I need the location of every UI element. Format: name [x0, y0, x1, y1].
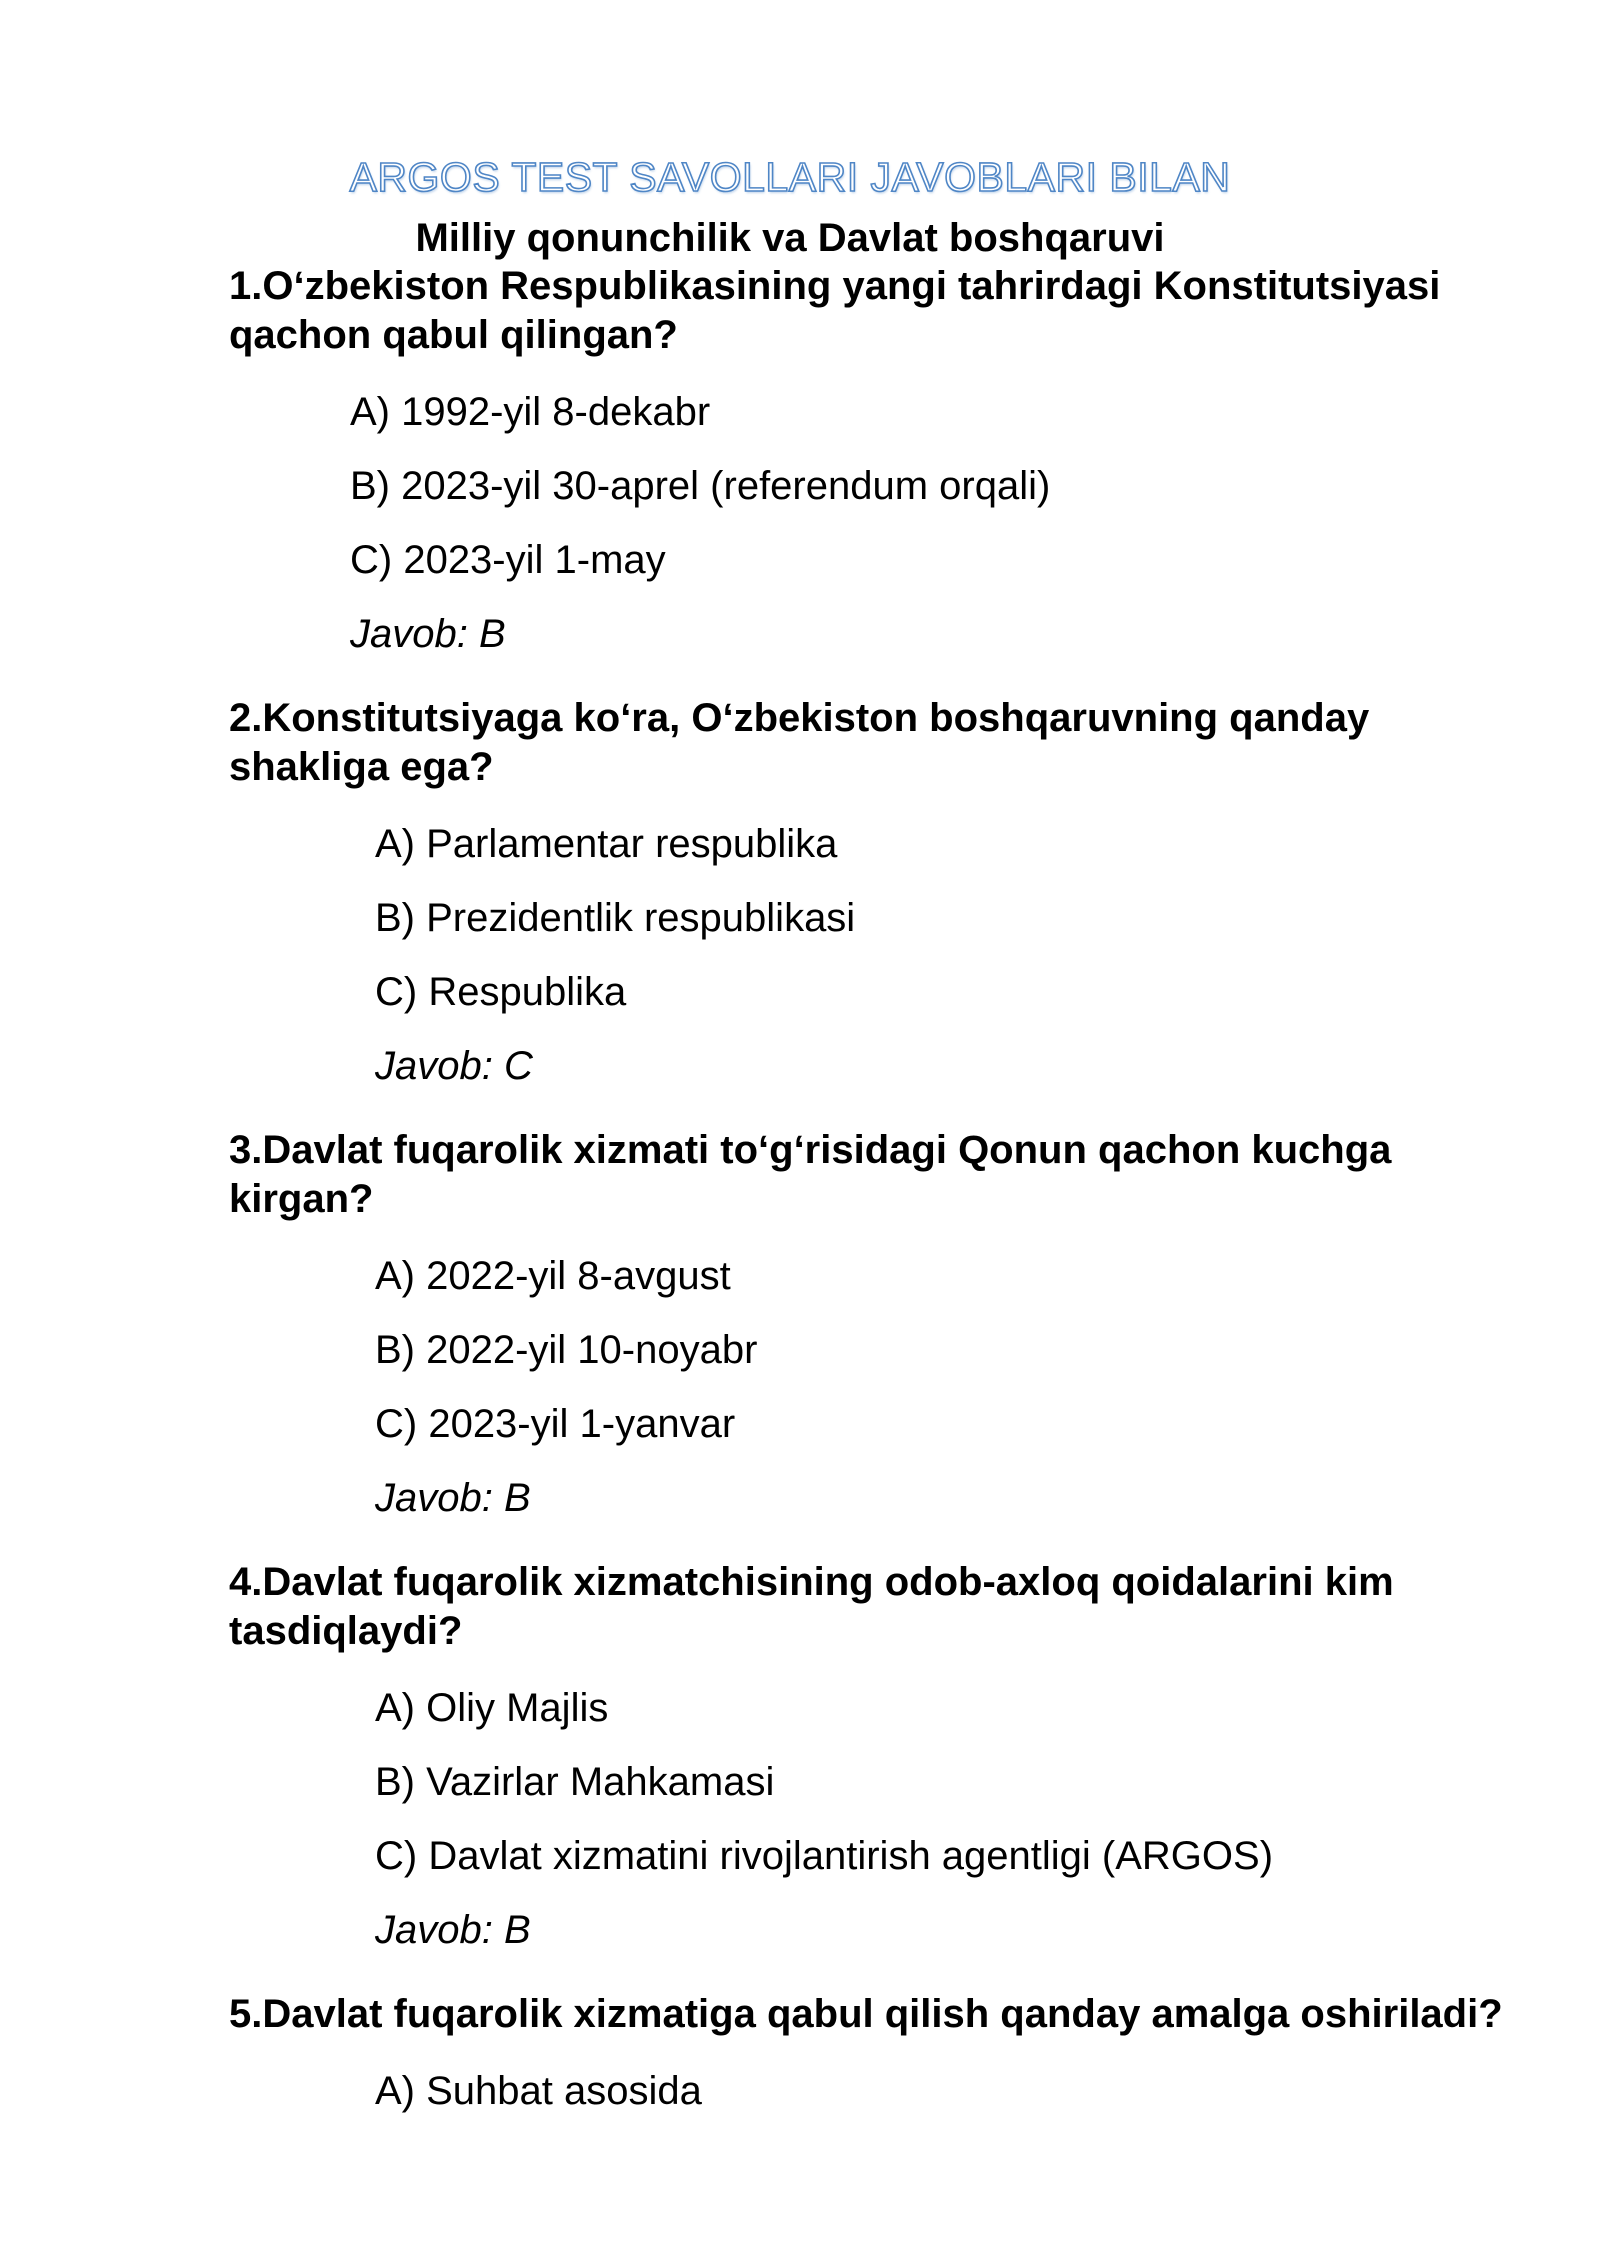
answer-key: Javob: B [375, 1476, 531, 1520]
option-a: A) 2022-yil 8-avgust [375, 1254, 731, 1298]
option-c: C) Davlat xizmatini rivojlantirish agentligi (ARGOS) [375, 1834, 1274, 1878]
answer-key: Javob: C [375, 1044, 533, 1088]
document-title: ARGOS TEST SAVOLLARI JAVOBLARI BILAN [349, 154, 1231, 200]
answer-key: Javob: B [350, 612, 506, 656]
question-text: 1.O‘zbekiston Respublikasining yangi tahrirdagi Konstitutsiyasi qachon qabul qilingan? [229, 264, 1441, 357]
question-list [229, 262, 1529, 2141]
option-c: C) 2023-yil 1-yanvar [375, 1402, 736, 1446]
question-text: 3.Davlat fuqarolik xizmati to‘g‘risidagi Qonun qachon kuchga kirgan? [229, 1128, 1392, 1221]
option-c: C) Respublika [375, 970, 627, 1014]
question-text: 5.Davlat fuqarolik xizmatiga qabul qilish qanday amalga oshiriladi? [229, 1992, 1503, 2036]
question-2 [229, 694, 1529, 1116]
option-a: A) 1992-yil 8-dekabr [350, 390, 711, 434]
options-list [229, 792, 1529, 1116]
option-b: B) Vazirlar Mahkamasi [375, 1760, 775, 1804]
options-list [229, 2039, 1529, 2141]
question-1 [229, 262, 1529, 684]
document-subtitle: Milliy qonunchilik va Davlat boshqaruvi [415, 216, 1165, 260]
option-b: B) Prezidentlik respublikasi [375, 896, 856, 940]
option-b: B) 2022-yil 10-noyabr [375, 1328, 758, 1372]
option-c: C) 2023-yil 1-may [350, 538, 666, 582]
question-text: 2.Konstitutsiyaga ko‘ra, O‘zbekiston boshqaruvning qanday shakliga ega? [229, 696, 1370, 789]
option-a: A) Suhbat asosida [375, 2069, 702, 2113]
option-b: B) 2023-yil 30-aprel (referendum orqali) [350, 464, 1051, 508]
options-list [229, 1656, 1529, 1980]
question-text: 4.Davlat fuqarolik xizmatchisining odob-axloq qoidalarini kim tasdiqlaydi? [229, 1560, 1394, 1653]
question-3 [229, 1126, 1529, 1548]
option-a: A) Parlamentar respublika [375, 822, 838, 866]
option-a: A) Oliy Majlis [375, 1686, 609, 1730]
question-5 [229, 1990, 1529, 2141]
answer-key: Javob: B [375, 1908, 531, 1952]
options-list [229, 1224, 1529, 1548]
question-4 [229, 1558, 1529, 1980]
options-list [229, 360, 1529, 684]
